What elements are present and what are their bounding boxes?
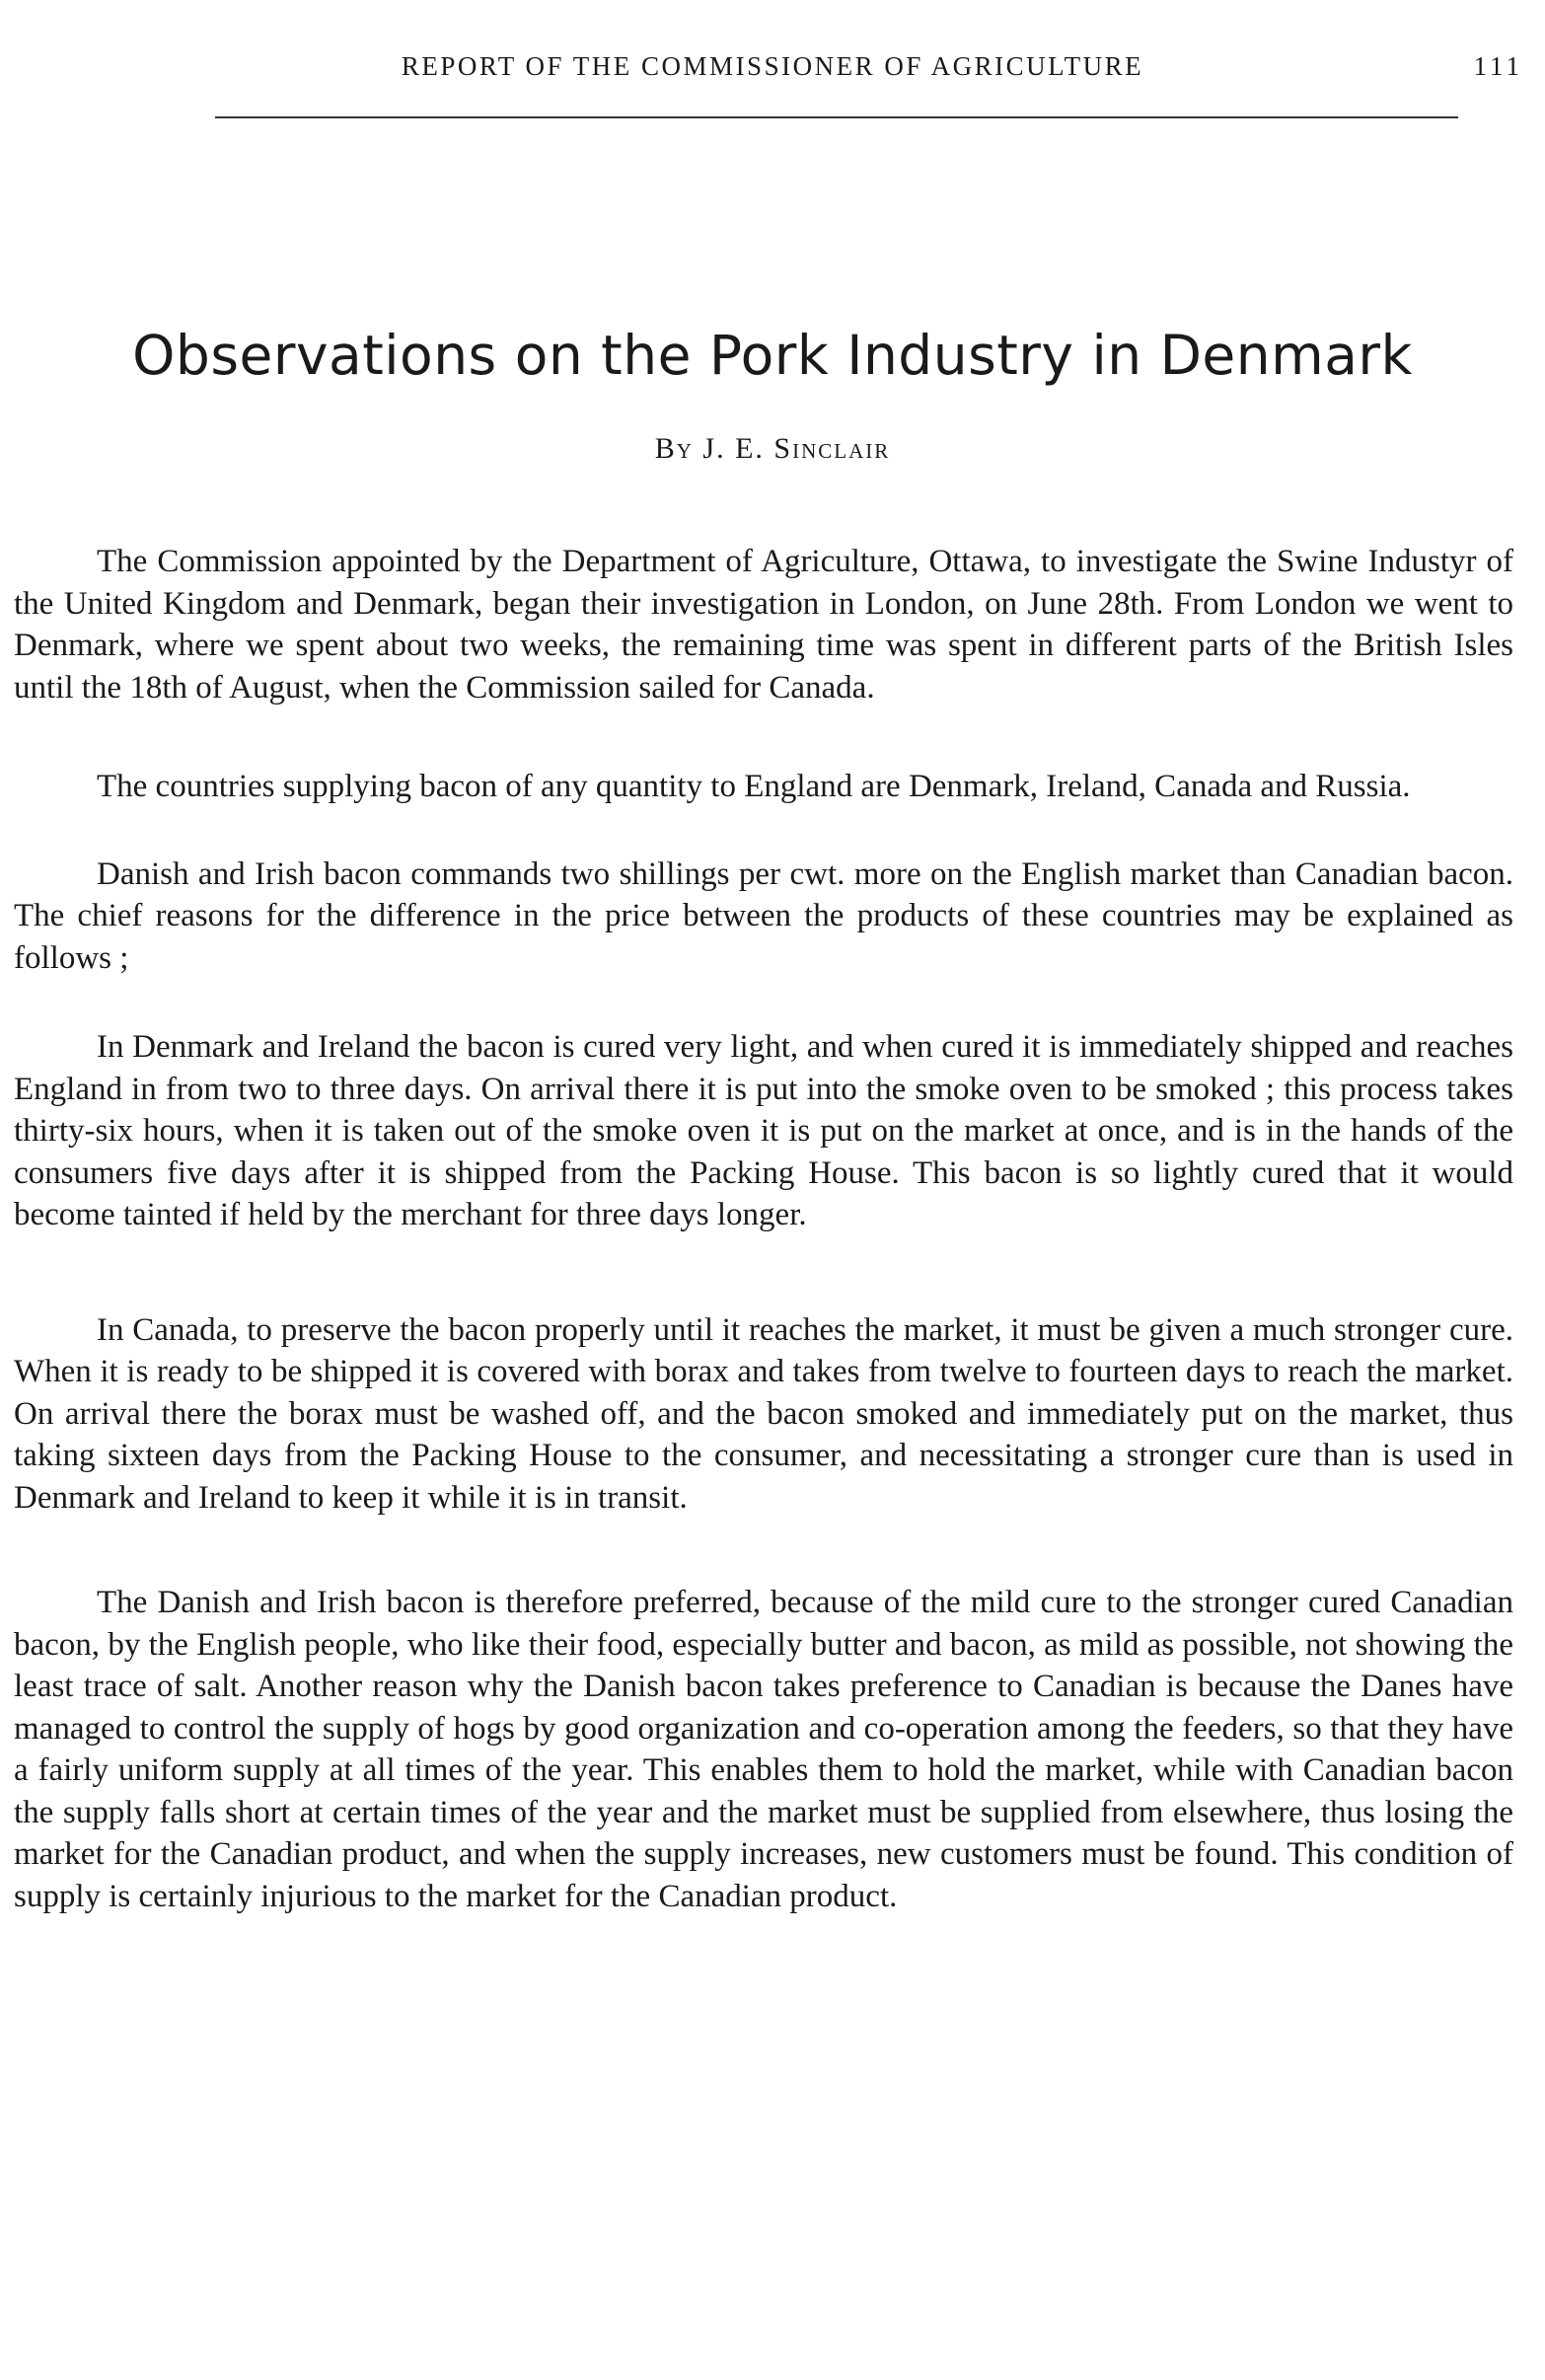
page-header — [0, 41, 1545, 101]
page-number: 111 — [1473, 51, 1523, 81]
paragraph: In Denmark and Ireland the bacon is cured very light, and when cured it is immediately shipped and reaches England in from two to three days. On arrival there it is put into the smoke oven to be smoked ; this process takes thirty-six hours, when it is taken out of the smoke oven it is put on the market at once, and is in the hands of the consumers five days after it is shipped from the Packing House. This bacon is so lightly cured that it would become tainted if held by the merchant for three days longer. — [14, 1029, 1513, 1232]
article-body — [14, 541, 1513, 1917]
paragraph: In Canada, to preserve the bacon properly until it reaches the market, it must be given a much stronger cure. When it is ready to be shipped it is covered with borax and takes from twelve to fourteen days to reach the market. On arrival there the borax must be washed off, and the bacon smoked and immediately put on the market, thus taking sixteen days from the Packing House to the consumer, and necessitating a stronger cure than is used in Denmark and Ireland to keep it while it is in transit. — [14, 1311, 1513, 1516]
header-rule — [215, 116, 1458, 118]
article-byline: By J. E. Sinclair — [654, 432, 891, 465]
running-head: REPORT OF THE COMMISSIONER OF AGRICULTURE — [401, 51, 1144, 81]
paragraph: The Commission appointed by the Department of Agriculture, Ottawa, to investigate the Swine Industyr of the United Kingdom and Denmark, began their investigation in London, on June 28th. From London we went to Denmark, where we spent about two weeks, the remaining time was spent in different parts of the British Isles until the 18th of August, when the Commission sailed for Canada. — [14, 544, 1513, 706]
paragraph: Danish and Irish bacon commands two shillings per cwt. more on the English market than Canadian bacon. The chief reasons for the difference in the price between the products of these countries may be explained as follows ; — [14, 855, 1513, 976]
article-title: Observations on the Pork Industry in Denmark — [132, 324, 1413, 387]
paragraph: The countries supplying bacon of any quantity to England are Denmark, Ireland, Canada and Russia. — [97, 769, 1411, 804]
paragraph: The Danish and Irish bacon is therefore preferred, because of the mild cure to the stronger cured Canadian bacon, by the English people, who like their food, especially butter and bacon, as mild as possible, not showing the least trace of salt. Another reason why the Danish bacon takes preference to Canadian is because the Danes have managed to control the supply of hogs by good organization and co-operation among the feeders, so that they have a fairly uniform supply at all times of the year. This enables them to hold the market, while with Canadian bacon the supply falls short at certain times of the year and the market must be supplied from elsewhere, thus losing the market for the Canadian product, and when the supply increases, new customers must be found. This condition of supply is certainly injurious to the market for the Canadian product. — [14, 1585, 1513, 1914]
